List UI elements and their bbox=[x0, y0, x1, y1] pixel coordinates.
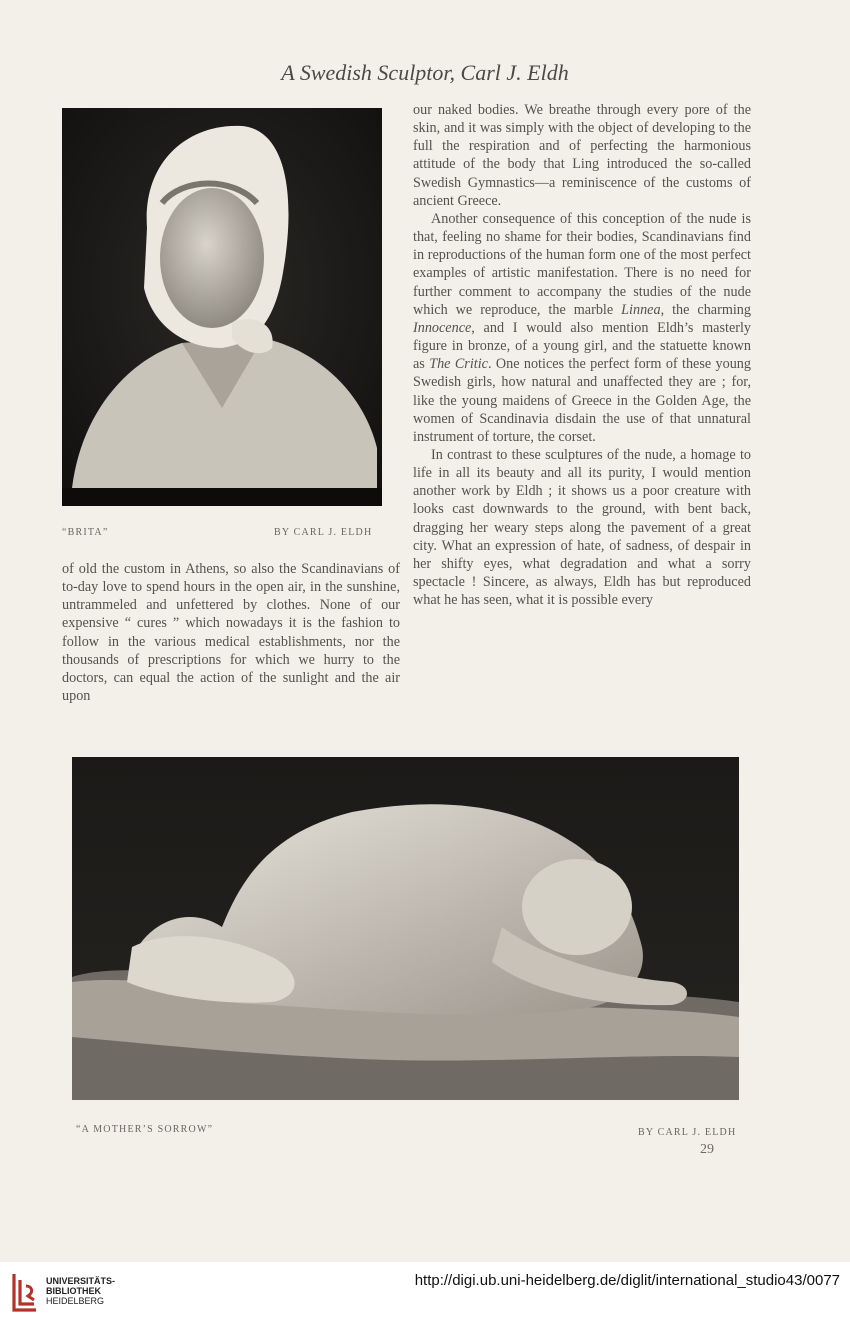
right-paragraph-1: our naked bodies. We breathe through every pore of the skin, and it was simply with the object of developing to the full the respiration and of perfecting the harmonious attitude of the body that Ling introduced the so-called Swedish Gymnastics—a reminiscence of the customs of ancient Greece. bbox=[413, 102, 751, 209]
p2-text-a: Another consequence of this conception of the nude is that, feeling no shame for their bodies, Scandinavians find in reproductions of the human form one of the most perfect examples of artistic manifestation. There is no need for further comment to accompany the studies of the nude which we reproduce, the marble bbox=[413, 210, 751, 318]
library-name bbox=[46, 1276, 115, 1306]
source-url-link[interactable]: http://digi.ub.uni-heidelberg.de/diglit/international_studio43/0077 bbox=[414, 1272, 840, 1289]
library-name-line-1: UNIVERSITÄTS- bbox=[46, 1276, 116, 1286]
mothers-sorrow-sculpture-photo bbox=[72, 757, 739, 1100]
right-paragraph-2 bbox=[413, 210, 751, 446]
left-paragraph: of old the custom in Athens, so also the Scandinavians of to-day love to spend hours in the open air, in the sunshine, untrammeled and unfettered by clothes. None of our expensive “ cures ” which nowadays it is the fashion to follow in the various medical establishments, nor the thousands of prescriptions for which we hurry to the doctors, can equal the action of the sunlight and the air upon bbox=[62, 561, 400, 705]
p2-text-d: . One notices the perfect form of these young Swedish girls, how natural and unaffected they are ; for, like the young maidens of Greece in the Golden Age, the women of Scandinavia disdain the use of that unnatural instrument of torture, the corset. bbox=[413, 356, 751, 445]
critic-title: The Critic bbox=[429, 356, 488, 373]
university-library-logo-icon bbox=[10, 1270, 40, 1314]
p2-text-b: , the charming bbox=[660, 301, 751, 318]
brita-caption-title: “BRITA” bbox=[62, 527, 109, 538]
innocence-title: Innocence bbox=[413, 319, 472, 336]
linnea-title: Linnea bbox=[621, 301, 661, 318]
brita-sculpture-photo bbox=[62, 108, 382, 506]
right-paragraph-3: In contrast to these sculptures of the nude, a homage to life in all its beauty and all its purity, I would mention another work by Eldh ; it shows us a poor creature with looks cast downwards to the ground, with bent back, dragging her weary steps along the pavement of a great city. What an expression of hate, of sadness, of despair in her shifty eyes, what degradation and what a sorry spectacle ! Sincere, as always, Eldh has but reproduced what he has seen, what it is possible every bbox=[413, 446, 751, 609]
viewer-footer bbox=[0, 1262, 850, 1323]
right-column-text bbox=[413, 101, 751, 609]
page-number: 29 bbox=[700, 1142, 714, 1157]
library-name-line-3: HEIDELBERG bbox=[46, 1296, 105, 1306]
sorrow-caption-title: “A MOTHER’S SORROW” bbox=[76, 1124, 214, 1135]
brita-caption-credit: BY CARL J. ELDH bbox=[274, 527, 373, 538]
left-column-text bbox=[62, 560, 400, 705]
running-title: A Swedish Sculptor, Carl J. Eldh bbox=[281, 60, 569, 85]
sorrow-caption-credit: BY CARL J. ELDH bbox=[638, 1127, 737, 1138]
p2-text-c: , and I would also mention Eldh’s masterly figure in bronze, of a young girl, and the statuette known as bbox=[413, 319, 751, 373]
library-name-line-2: BIBLIOTHEK bbox=[46, 1286, 101, 1296]
